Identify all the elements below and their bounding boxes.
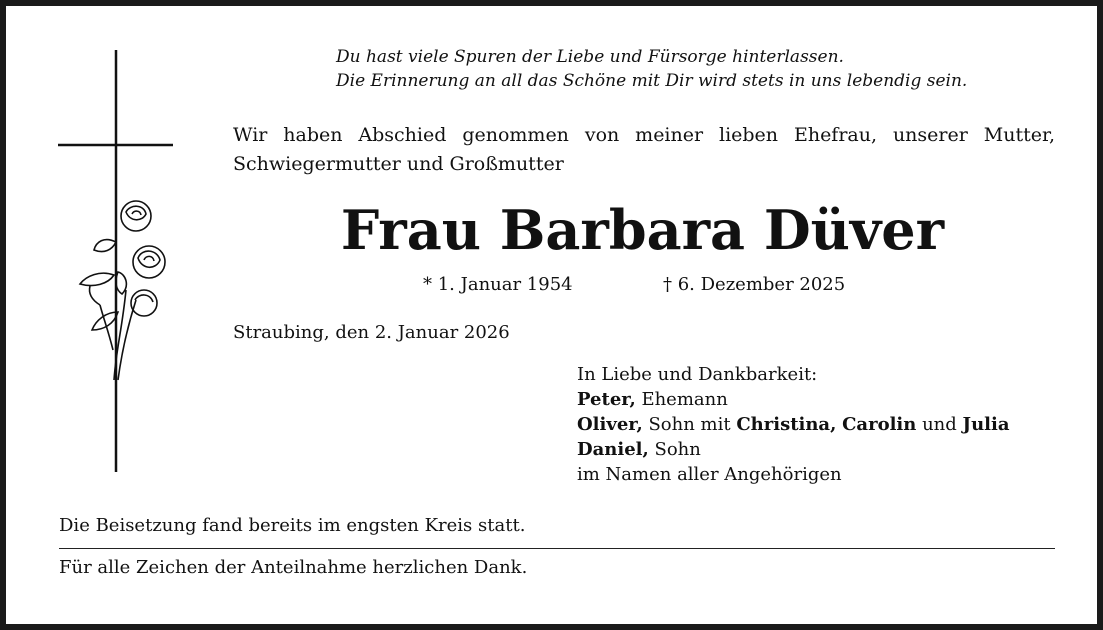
place-and-date: Straubing, den 2. Januar 2026 <box>233 322 510 343</box>
signer-role: Ehemann <box>641 389 728 410</box>
signer-oliver <box>577 412 1010 437</box>
signer-daniel <box>577 437 1010 462</box>
cross-with-roses-icon <box>56 50 176 475</box>
birth-date: * 1. Januar 1954 <box>423 274 573 295</box>
quote-line-2: Die Erinnerung an all das Schöne mit Dir wird stets in uns lebendig sein. <box>336 71 968 91</box>
signers-relatives: im Namen aller Angehörigen <box>577 464 842 485</box>
quote-line-1: Du hast viele Spuren der Liebe und Fürsorge hinterlassen. <box>336 47 844 67</box>
signer-peter <box>577 387 1010 412</box>
death-date: † 6. Dezember 2025 <box>663 274 846 295</box>
signer-name: Peter, <box>577 389 636 410</box>
signer-name: Oliver, <box>577 414 643 435</box>
funeral-notice: Die Beisetzung fand bereits im engsten Kreis statt. <box>59 515 526 536</box>
signer-name: Daniel, <box>577 439 649 460</box>
intro-text: Wir haben Abschied genommen von meiner lieben Ehefrau, unserer Mutter, Schwiegermutter und Großmutter <box>233 124 1055 175</box>
conjunction: und <box>922 414 957 435</box>
deceased-name: Frau Barbara Düver <box>340 198 945 262</box>
signer-name: Christina, <box>736 414 837 435</box>
signer-role: Sohn <box>654 439 701 460</box>
thanks-note: Für alle Zeichen der Anteilnahme herzlichen Dank. <box>59 557 528 578</box>
signers-block <box>577 362 1010 487</box>
divider <box>59 548 1055 549</box>
signer-role: Sohn mit <box>648 414 731 435</box>
signers-heading: In Liebe und Dankbarkeit: <box>577 364 818 385</box>
signer-name: Julia <box>962 414 1010 435</box>
signer-name: Carolin <box>842 414 917 435</box>
